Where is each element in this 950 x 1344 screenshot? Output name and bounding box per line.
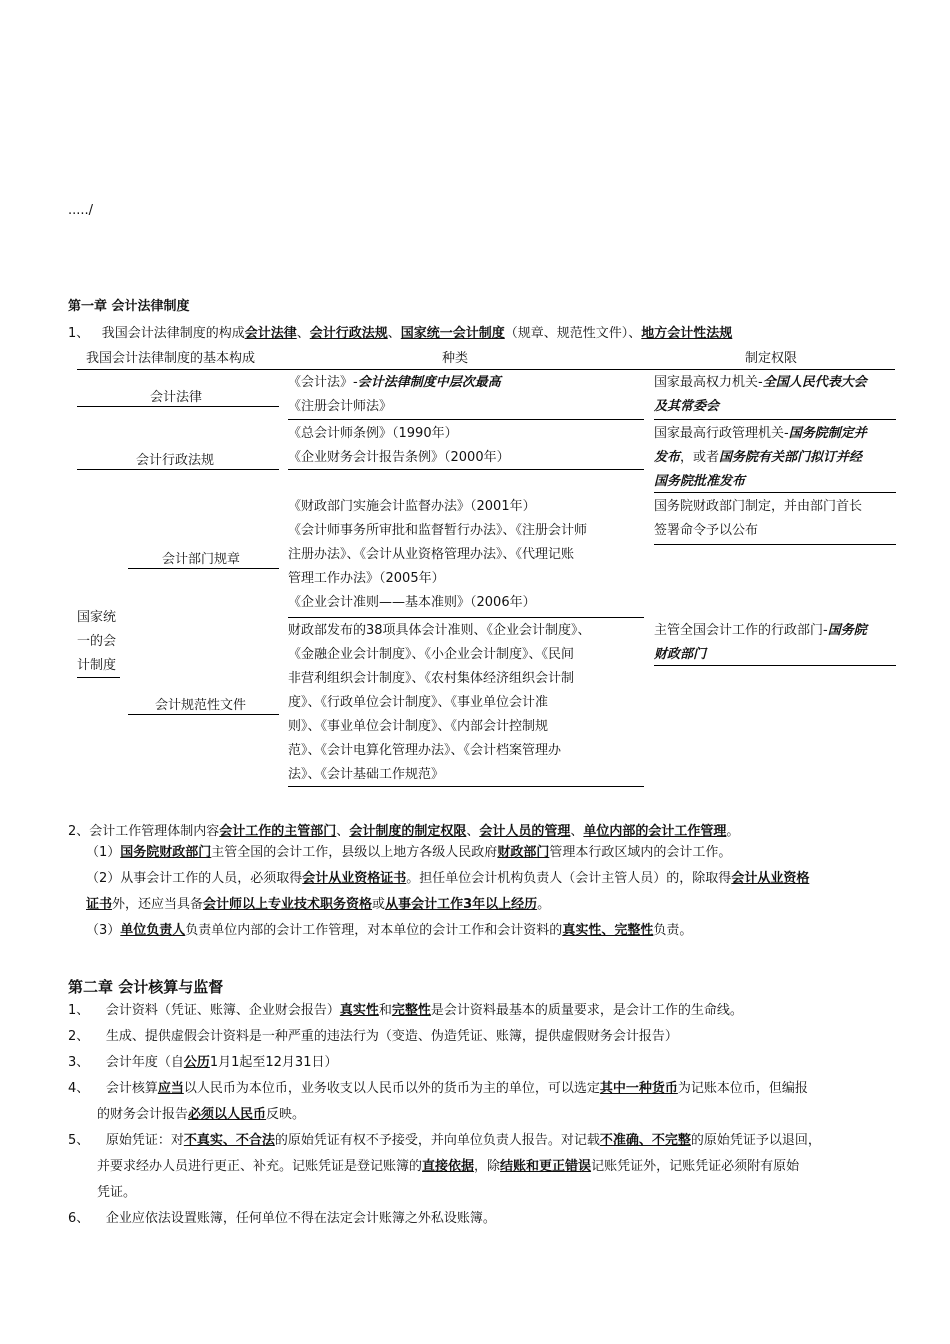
keyword: 单位负责人: [120, 923, 186, 938]
item-text: ，除: [474, 1159, 501, 1174]
keyword: 真实性: [339, 1003, 379, 1018]
keyword: 地方会计性法规: [641, 326, 733, 341]
sub-1: [86, 840, 896, 866]
row-label-normative-docs: 会计规范性文件: [155, 698, 247, 713]
table-header-kinds: 种类: [442, 351, 469, 366]
sep: 、: [296, 326, 310, 341]
keyword: 不准确、不完整: [599, 1133, 691, 1148]
item-text: 会计年度（自: [105, 1055, 184, 1070]
sep: 、: [570, 824, 584, 839]
ch2-item-5-cont: [68, 1154, 898, 1180]
group-label-line: 计制度: [77, 658, 117, 673]
sep: 、: [336, 824, 350, 839]
group-label-line: 一的会: [77, 634, 117, 649]
row-rule: [77, 406, 279, 407]
sub-2-cont: [86, 892, 896, 918]
item-text: 以人民币为本位币，业务收支以人民币以外的货币为主的单位，可以选定: [183, 1081, 600, 1096]
sep: 。: [726, 824, 740, 839]
kind-item: 财政部发布的38项具体会计准则、《企业会计制度》、: [288, 623, 591, 638]
item-text: 凭证。: [97, 1185, 137, 1200]
keyword: 必须以人民币: [188, 1107, 267, 1122]
item-text: 会计资料（凭证、账簿、企业财会报告）: [105, 1003, 340, 1018]
item-text: 反映。: [266, 1107, 306, 1122]
sub-text: （2）从事会计工作的人员，必须取得: [86, 871, 303, 886]
group-label-unified-system: [77, 606, 116, 678]
keyword: 应当: [157, 1081, 184, 1096]
sep: （规章、规范性文件）、: [504, 326, 642, 341]
item-number: 3、: [68, 1055, 90, 1070]
row-rule: [288, 419, 644, 420]
authority-text: 签署命令予以公布: [654, 523, 759, 538]
row-authority-law: [654, 371, 867, 419]
authority-text: ，或者: [680, 450, 720, 465]
item-text: 会计核算: [105, 1081, 158, 1096]
authority-text: 国家最高权力机关-: [654, 375, 763, 390]
sub-text: 。担任单位会计机构负责人（会计主管人员）的，除取得: [406, 871, 732, 886]
ch1-item-2-sub: [86, 840, 896, 944]
group-label-line: 国家统: [77, 610, 117, 625]
sub-text: 。: [537, 897, 551, 912]
ch2-item-5: [68, 1128, 898, 1154]
authority-text: 主管全国会计工作的行政部门-: [654, 623, 828, 638]
item-text: 的财务会计报告: [97, 1107, 189, 1122]
ch2-list: [68, 998, 898, 1232]
kind-item: 《会计师事务所审批和监督暂行办法》、《注册会计师: [288, 523, 588, 538]
row-authority-department-rules: [654, 495, 862, 543]
sep: 、: [387, 326, 401, 341]
authority-text: 国务院财政部门制定，并由部门首长: [654, 499, 863, 514]
item-text: 企业应依法设置账簿，任何单位不得在法定会计账簿之外私设账簿。: [105, 1211, 496, 1226]
keyword: 结账和更正错误: [500, 1159, 592, 1174]
item-text: 和: [378, 1003, 392, 1018]
row-rule: [654, 544, 896, 545]
row-kinds-department-rules: [288, 495, 587, 615]
kind-item: 《会计法》-: [288, 375, 358, 390]
ch1-item-1: [68, 322, 732, 341]
keyword: 会计法律: [244, 326, 297, 341]
keyword: 会计从业资格证书: [302, 871, 407, 886]
ch2-item-4: [68, 1076, 898, 1102]
kind-item: 《企业会计准则——基本准则》（2006年）: [288, 595, 536, 610]
keyword: 不真实、不合法: [183, 1133, 275, 1148]
authority-emphasis: 国务院: [827, 623, 867, 638]
row-label-regulations: 会计行政法规: [136, 453, 215, 468]
item-text: 我国会计法律制度的构成: [101, 326, 245, 341]
item-number: 1、: [68, 326, 90, 341]
item-number: 2、: [68, 1029, 90, 1044]
ch2-item-5-cont2: [68, 1180, 898, 1206]
keyword: 从事会计工作3年以上经历: [385, 897, 538, 912]
keyword: 会计行政法规: [309, 326, 388, 341]
item-text: 生成、提供虚假会计资料是一种严重的违法行为（变造、伪造凭证、账簿，提供虚假财务会计报告）: [105, 1029, 678, 1044]
ch1-item-2: [68, 820, 739, 839]
keyword: 会计制度的制定权限: [349, 824, 467, 839]
kind-item: 《注册会计师法》: [288, 399, 393, 414]
sub-text: 负责。: [653, 923, 693, 938]
header-mark: ...../: [68, 203, 94, 218]
kind-item: 《金融企业会计制度》、《小企业会计制度》、《民间: [288, 647, 575, 662]
row-authority-normative-docs: [654, 619, 867, 667]
row-kinds-regulations: [288, 422, 510, 470]
sub-text: 负责单位内部的会计工作管理，对本单位的会计工作和会计资料的: [185, 923, 563, 938]
row-kinds-normative-docs: [288, 619, 591, 787]
row-label-law: 会计法律: [150, 390, 203, 405]
keyword: 国家统一会计制度: [400, 326, 505, 341]
row-rule: [128, 568, 279, 569]
kind-item: 注册办法》、《会计从业资格管理办法》、《代理记账: [288, 547, 575, 562]
authority-emphasis: 国务院有关部门拟订并经: [719, 450, 863, 465]
table-header-authority: 制定权限: [745, 351, 798, 366]
row-rule: [288, 786, 644, 787]
keyword: 会计工作的主管部门: [219, 824, 337, 839]
kind-item: 《财政部门实施会计监督办法》（2001年）: [288, 499, 536, 514]
authority-emphasis: 国务院制定并: [788, 426, 867, 441]
sub-text: 或: [372, 897, 386, 912]
item-text: 并要求经办人员进行更正、补充。记账凭证是登记账簿的: [97, 1159, 423, 1174]
authority-emphasis: 国务院批准发布: [654, 474, 746, 489]
row-rule: [128, 714, 279, 715]
row-authority-regulations: [654, 422, 867, 494]
row-rule: [288, 469, 644, 470]
sub-text: （3）: [86, 923, 121, 938]
keyword: 单位内部的会计工作管理: [583, 824, 727, 839]
row-rule: [654, 492, 896, 493]
row-rule: [654, 665, 896, 666]
ch2-item-2: [68, 1024, 898, 1050]
sub-text: 主管全国的会计工作，县级以上地方各级人民政府: [211, 845, 498, 860]
keyword: 会计师以上专业技术职务资格: [203, 897, 373, 912]
keyword: 证书: [86, 897, 113, 912]
kind-emphasis: 会计法律制度中层次最高: [357, 375, 501, 390]
authority-emphasis: 及其常委会: [654, 399, 720, 414]
kind-item: 则》、《事业单位会计制度》、《内部会计控制规: [288, 719, 549, 734]
keyword: 国务院财政部门: [120, 845, 212, 860]
item-text: 原始凭证：对: [105, 1133, 184, 1148]
authority-emphasis: 发布: [654, 450, 681, 465]
keyword: 其中一种货币: [599, 1081, 678, 1096]
sub-3: [86, 918, 896, 944]
keyword: 真实性、完整性: [562, 923, 654, 938]
sep: 、: [466, 824, 480, 839]
item-text: 的原始凭证予以退回，: [690, 1133, 821, 1148]
kind-item: 非营利组织会计制度》、《农村集体经济组织会计制: [288, 671, 575, 686]
row-rule: [654, 419, 896, 420]
row-kinds-law: [288, 371, 501, 419]
row-rule: [77, 677, 120, 678]
sub-text: （1）: [86, 845, 121, 860]
sub-text: 管理本行政区域内的会计工作。: [549, 845, 732, 860]
chapter-2-title: 第二章 会计核算与监督: [68, 978, 224, 996]
row-label-department-rules: 会计部门规章: [162, 552, 241, 567]
item-text: 为记账本位币，但编报: [677, 1081, 808, 1096]
item-text: 的原始凭证有权不予接受，并向单位负责人报告。对记载: [274, 1133, 600, 1148]
authority-text: 国家最高行政管理机关-: [654, 426, 789, 441]
ch2-item-6: [68, 1206, 898, 1232]
kind-item: 《总会计师条例》（1990年）: [288, 426, 458, 441]
kind-item: 法》、《会计基础工作规范》: [288, 767, 445, 782]
table-header-composition: 我国会计法律制度的基本构成: [86, 351, 256, 366]
keyword: 财政部门: [497, 845, 550, 860]
ch2-item-3: [68, 1050, 898, 1076]
row-rule: [77, 469, 279, 470]
authority-emphasis: 全国人民代表大会: [762, 375, 867, 390]
item-number: 1、: [68, 1003, 90, 1018]
kind-item: 管理工作办法》（2005年）: [288, 571, 445, 586]
ch2-item-1: [68, 998, 898, 1024]
item-text: 记账凭证外，记账凭证必须附有原始: [591, 1159, 800, 1174]
item-text: 1月1起至12月31日）: [209, 1055, 338, 1070]
kind-item: 范》、《会计电算化管理办法》、《会计档案管理办: [288, 743, 562, 758]
keyword: 公历: [183, 1055, 210, 1070]
authority-emphasis: 财政部门: [654, 647, 707, 662]
ch2-item-4-cont: [68, 1102, 898, 1128]
chapter-1-title: 第一章 会计法律制度: [68, 299, 190, 314]
keyword: 会计人员的管理: [479, 824, 571, 839]
keyword: 直接依据: [422, 1159, 475, 1174]
item-number: 4、: [68, 1081, 90, 1096]
sub-text: 外，还应当具备: [112, 897, 204, 912]
kind-item: 《企业财务会计报告条例》（2000年）: [288, 450, 510, 465]
row-rule: [288, 617, 644, 618]
keyword: 完整性: [391, 1003, 431, 1018]
keyword: 会计从业资格: [731, 871, 810, 886]
sub-2: [86, 866, 896, 892]
table-rule: [77, 369, 895, 370]
item-text: 2、会计工作管理体制内容: [68, 824, 220, 839]
item-number: 5、: [68, 1133, 90, 1148]
item-number: 6、: [68, 1211, 90, 1226]
kind-item: 度》、《行政单位会计制度》、《事业单位会计准: [288, 695, 549, 710]
item-text: 是会计资料最基本的质量要求，是会计工作的生命线。: [430, 1003, 743, 1018]
